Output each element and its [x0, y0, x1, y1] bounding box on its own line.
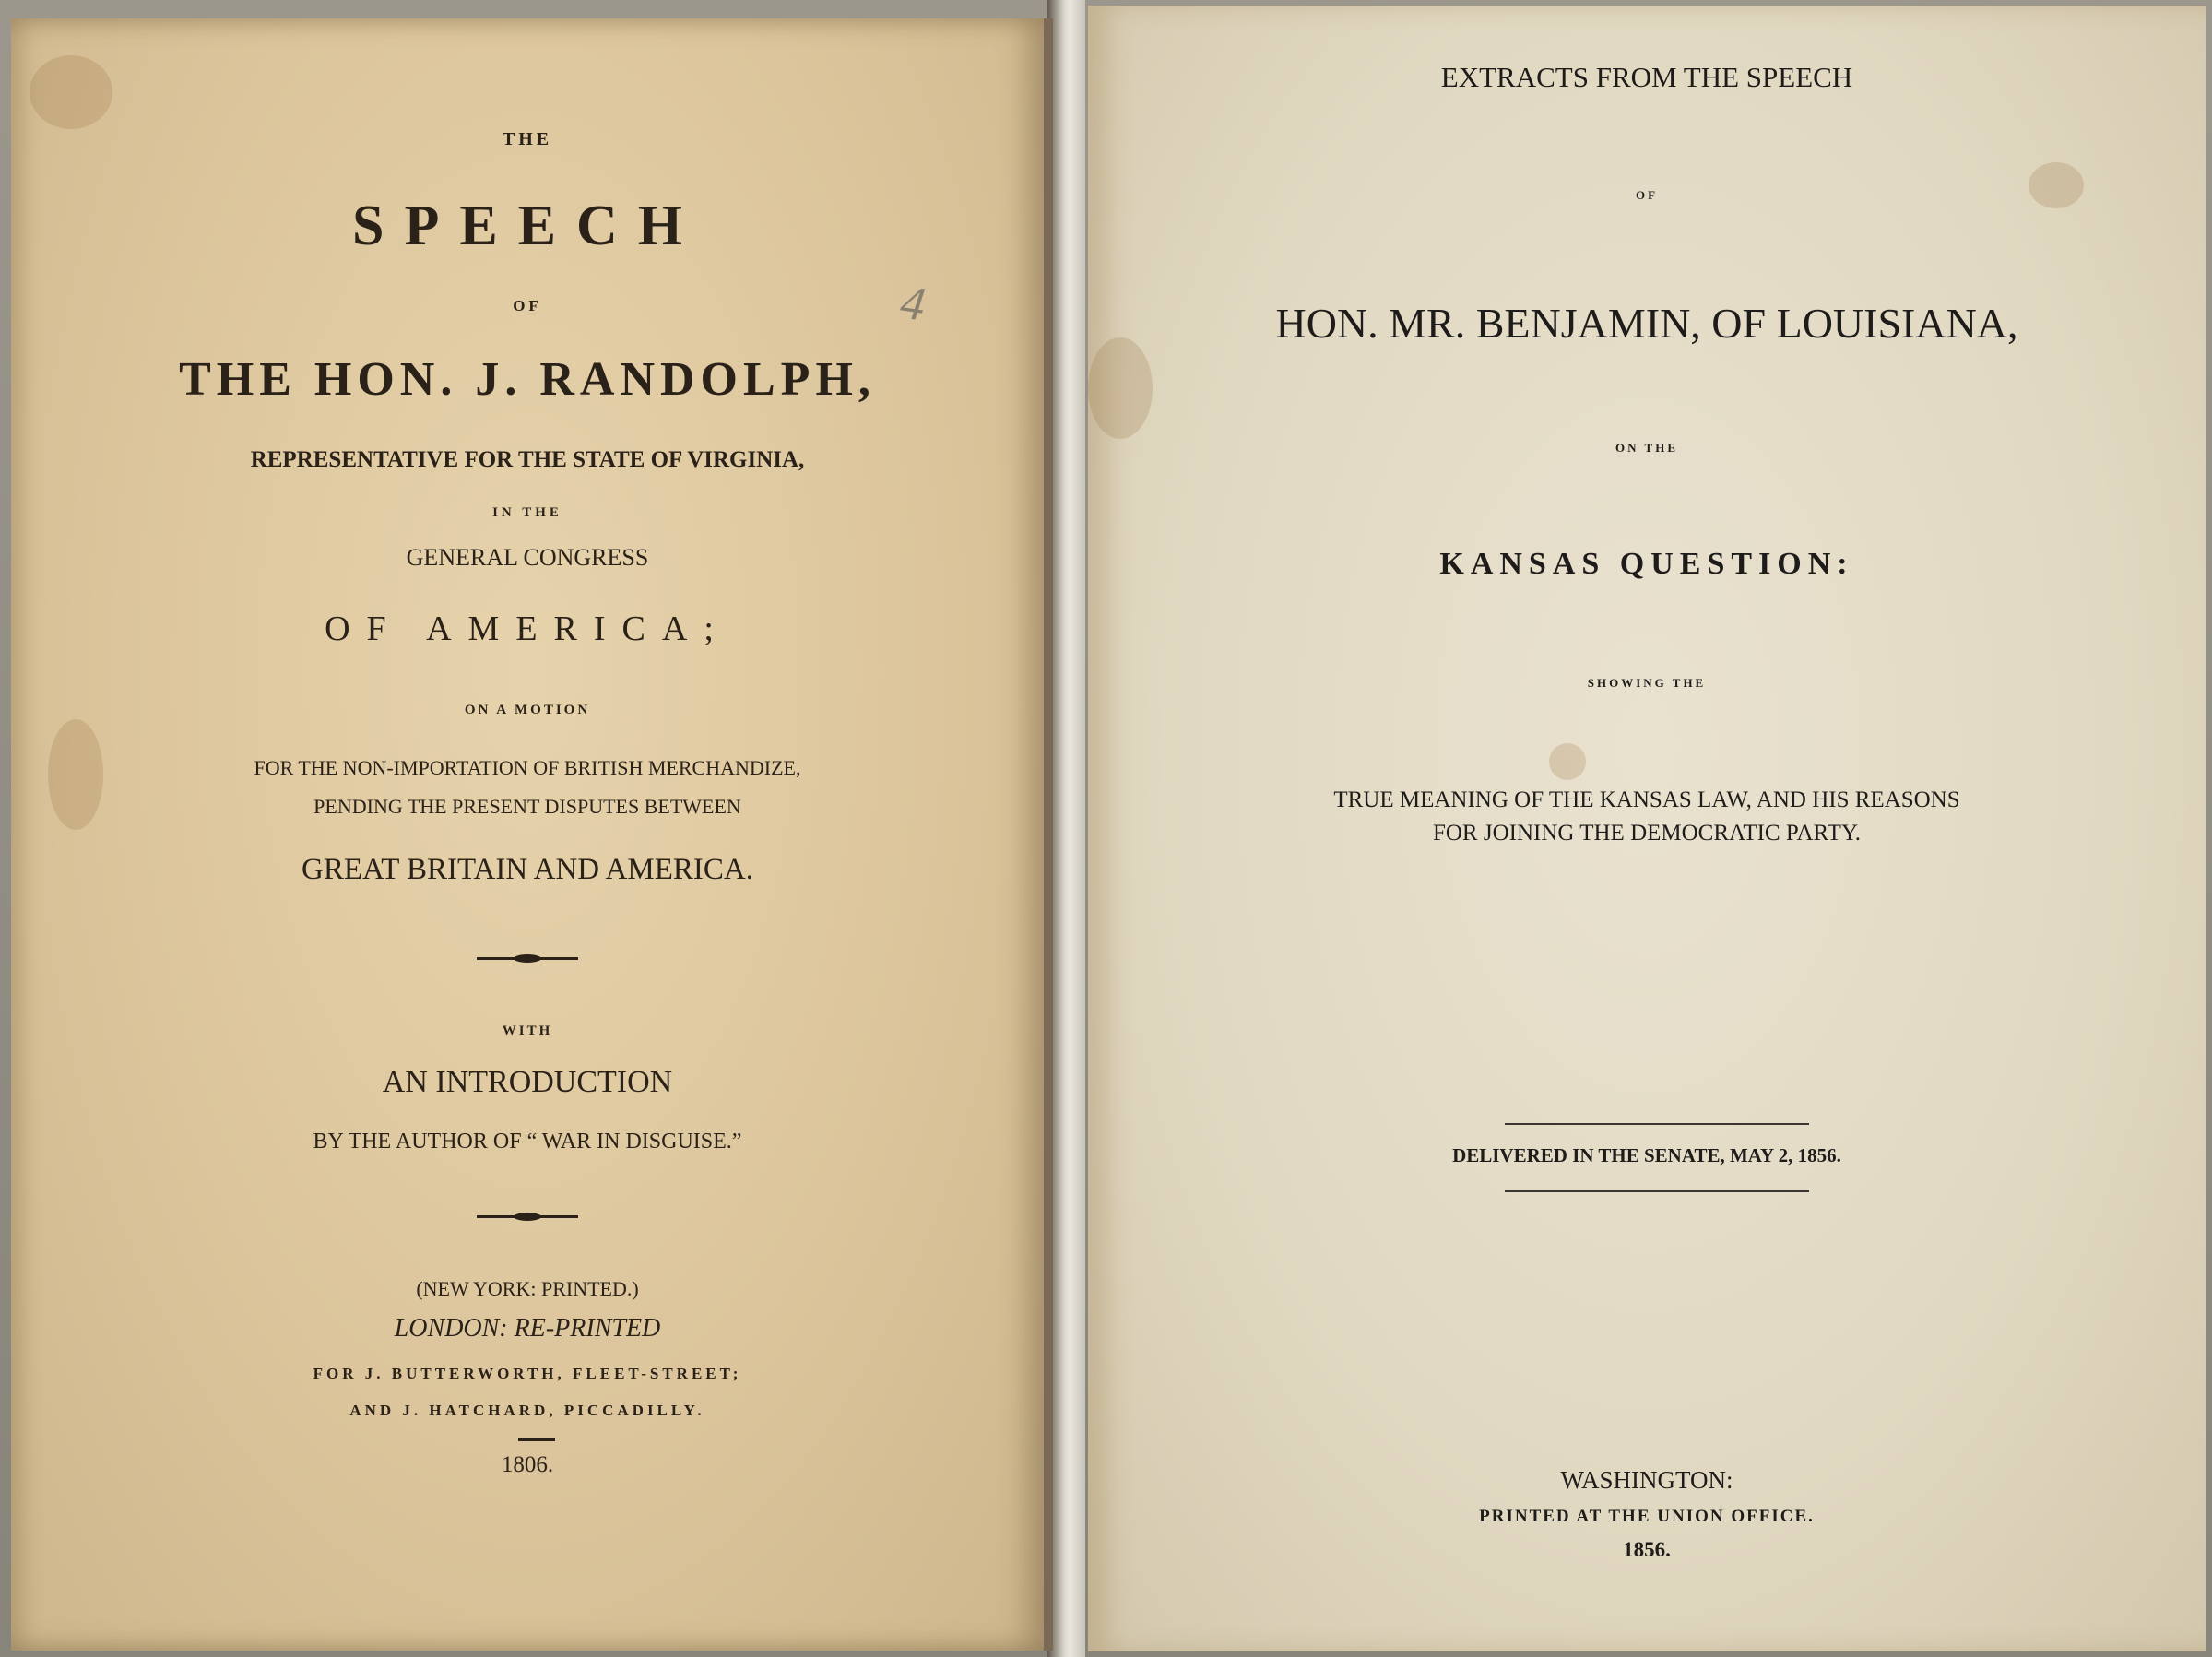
london-reprinted: LONDON: RE-PRINTED: [394, 1314, 661, 1343]
pencil-mark: 4: [897, 276, 929, 332]
short-rule: [518, 1438, 555, 1441]
democratic-party-line: FOR JOINING THE DEMOCRATIC PARTY.: [1432, 821, 1862, 846]
introduction-line: AN INTRODUCTION: [382, 1065, 673, 1099]
title-of: OF: [513, 297, 542, 314]
britain-america-line: GREAT BRITAIN AND AMERICA.: [302, 853, 753, 886]
in-the-line: IN THE: [492, 505, 562, 520]
stain: [1088, 337, 1153, 439]
benjamin-line: HON. MR. BENJAMIN, OF LOUISIANA,: [1275, 300, 2018, 347]
title-the: THE: [502, 129, 553, 149]
of-line: OF: [1635, 188, 1659, 202]
title-speech: SPEECH: [351, 195, 704, 257]
year-1806: 1806.: [501, 1452, 554, 1477]
author-line: BY THE AUTHOR OF “ WAR IN DISGUISE.”: [313, 1130, 742, 1154]
rule-bottom: [1505, 1190, 1809, 1192]
ornamental-rule: [477, 1215, 578, 1218]
general-congress: GENERAL CONGRESS: [406, 544, 649, 571]
extracts-line: EXTRACTS FROM THE SPEECH: [1440, 61, 1853, 93]
stain: [30, 55, 112, 129]
hatchard-line: AND J. HATCHARD, PICCADILLY.: [349, 1402, 705, 1419]
year-1856: 1856.: [1623, 1538, 1671, 1561]
washington-line: WASHINGTON:: [1560, 1466, 1733, 1494]
delivered-line: DELIVERED IN THE SENATE, MAY 2, 1856.: [1452, 1144, 1841, 1166]
on-the-line: ON THE: [1615, 441, 1678, 455]
speaker-name: THE HON. J. RANDOLPH,: [179, 353, 876, 406]
showing-the-line: SHOWING THE: [1587, 676, 1707, 690]
rule-top: [1505, 1123, 1809, 1125]
right-title-page: [1088, 6, 2206, 1651]
left-title-page: [11, 18, 1053, 1651]
with-line: WITH: [502, 1024, 553, 1038]
disputes-line: PENDING THE PRESENT DISPUTES BETWEEN: [313, 795, 741, 818]
of-america: OF AMERICA;: [325, 610, 730, 648]
ornamental-rule: [477, 957, 578, 960]
union-office-line: PRINTED AT THE UNION OFFICE.: [1479, 1507, 1815, 1526]
butterworth-line: FOR J. BUTTERWORTH, FLEET-STREET;: [313, 1365, 742, 1382]
motion-line: ON A MOTION: [464, 703, 591, 717]
new-york-printed: (NEW YORK: PRINTED.): [416, 1277, 639, 1300]
kansas-question: KANSAS QUESTION:: [1439, 547, 1854, 581]
true-meaning-line: TRUE MEANING OF THE KANSAS LAW, AND HIS REASONS: [1333, 787, 1960, 812]
stain: [1549, 743, 1586, 780]
non-importation-line: FOR THE NON-IMPORTATION OF BRITISH MERCHANDIZE,: [254, 756, 801, 779]
representative-line: REPRESENTATIVE FOR THE STATE OF VIRGINIA,: [250, 447, 805, 472]
